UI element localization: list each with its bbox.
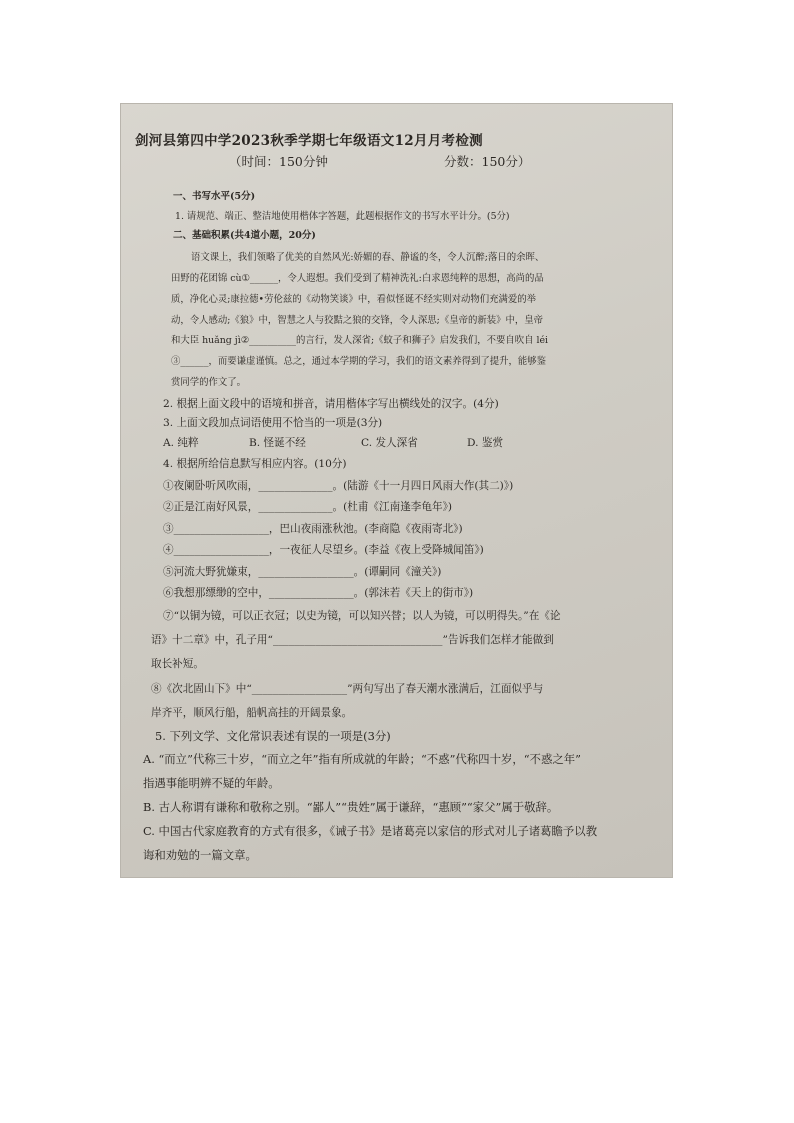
recitation-7-line: ⑦“以铜为镜，可以正衣冠；以史为镜，可以知兴替；以人为镜，可以明得失。”在《论 <box>163 610 561 622</box>
recitation-8-line: 岸齐平，顺风行船，船帆高挂的开阔景象。 <box>151 707 353 719</box>
recitation-8-line: ⑧《次北固山下》中“__________________”两句写出了春天潮水涨满后，江面似乎与 <box>151 683 544 695</box>
q3-option-b: B. 怪诞不经 <box>249 437 306 449</box>
q5-option-a-cont: 指遇事能明辨不疑的年龄。 <box>143 776 280 790</box>
q3-option-c: C. 发人深省 <box>361 437 418 449</box>
recitation-line: ①夜阑卧听风吹雨，______________。(陆游《十一月四日风雨大作(其二)》) <box>163 480 514 492</box>
exam-score: 分数：150分） <box>444 154 531 169</box>
passage-line: 赏同学的作文了。 <box>171 377 247 388</box>
recitation-line: ④__________________，一夜征人尽望乡。(李益《夜上受降城闻笛》) <box>163 544 484 556</box>
q3-option-a: A. 纯粹 <box>163 437 199 449</box>
q5-option-a: A. “而立”代称三十岁，“而立之年”指有所成就的年龄；“不惑”代称四十岁，“不惑之年” <box>143 752 581 766</box>
question-5: 5. 下列文学、文化常识表述有误的一项是(3分) <box>155 729 391 743</box>
recitation-line: ③__________________，巴山夜雨涨秋池。(李商隐《夜雨寄北》) <box>163 523 463 535</box>
exam-title: 剑河县第四中学2023秋季学期七年级语文12月月考检测 <box>135 133 483 149</box>
recitation-line: ②正是江南好风景，______________。(杜甫《江南逢李龟年》) <box>163 501 452 513</box>
recitation-line: ⑥我想那缥缈的空中，________________。(郭沫若《天上的街市》) <box>163 587 474 599</box>
passage-line: 质，净化心灵;康拉德•劳伦兹的《动物笑谈》中，看似怪诞不经实则对动物们充满爱的举 <box>171 294 536 305</box>
section-2-heading: 二、基础积累(共4道小题，20分) <box>173 230 316 241</box>
q5-option-b: B. 古人称谓有谦称和敬称之别。“鄙人”“贵姓”属于谦辞，“惠顾”“家父”属于敬辞。 <box>143 800 559 814</box>
question-3: 3. 上面文段加点词语使用不恰当的一项是(3分) <box>163 417 383 429</box>
recitation-7-line: 取长补短。 <box>151 658 204 670</box>
q5-option-c: C. 中国古代家庭教育的方式有很多，《诫子书》是诸葛亮以家信的形式对儿子诸葛瞻予以教 <box>143 824 598 838</box>
exam-paper-photo <box>121 104 672 877</box>
recitation-line: ⑤河流大野犹嫌束，__________________。(谭嗣同《潼关》) <box>163 566 442 578</box>
recitation-7-line: 语》十二章》中，孔子用“________________________________”告诉我们怎样才能做到 <box>151 634 554 646</box>
passage-line: 田野的花团锦 cù①______，令人遐想。我们受到了精神洗礼:白求恩纯粹的思想，高尚的品 <box>171 273 544 284</box>
passage-line: 语文课上，我们领略了优美的自然风光:娇媚的春、静谧的冬，令人沉醉;落日的余晖、 <box>191 252 545 263</box>
exam-time: （时间：150分钟 <box>229 154 328 169</box>
passage-line: 动，令人感动;《狼》中，智慧之人与狡黠之狼的交锋，令人深思;《皇帝的新装》中，皇帝 <box>171 315 543 326</box>
q3-option-d: D. 鉴赏 <box>467 437 504 449</box>
passage-line: 和大臣 huǎng jì②__________的言行，发人深省;《蚊子和狮子》启发我们，不要自吹自 léi <box>171 335 549 346</box>
question-4: 4. 根据所给信息默写相应内容。(10分) <box>163 458 347 470</box>
passage-line: ③______，而要谦虚谨慎。总之，通过本学期的学习，我们的语文素养得到了提升，能够鉴 <box>171 356 547 367</box>
section-1-heading: 一、书写水平(5分) <box>173 191 256 202</box>
question-1: 1. 请规范、端正、整洁地使用楷体字答题，此题根据作文的书写水平计分。(5分) <box>175 211 510 222</box>
question-2: 2. 根据上面文段中的语境和拼音，请用楷体字写出横线处的汉字。(4分) <box>163 398 499 410</box>
q5-option-c-cont: 诲和劝勉的一篇文章。 <box>143 848 257 862</box>
